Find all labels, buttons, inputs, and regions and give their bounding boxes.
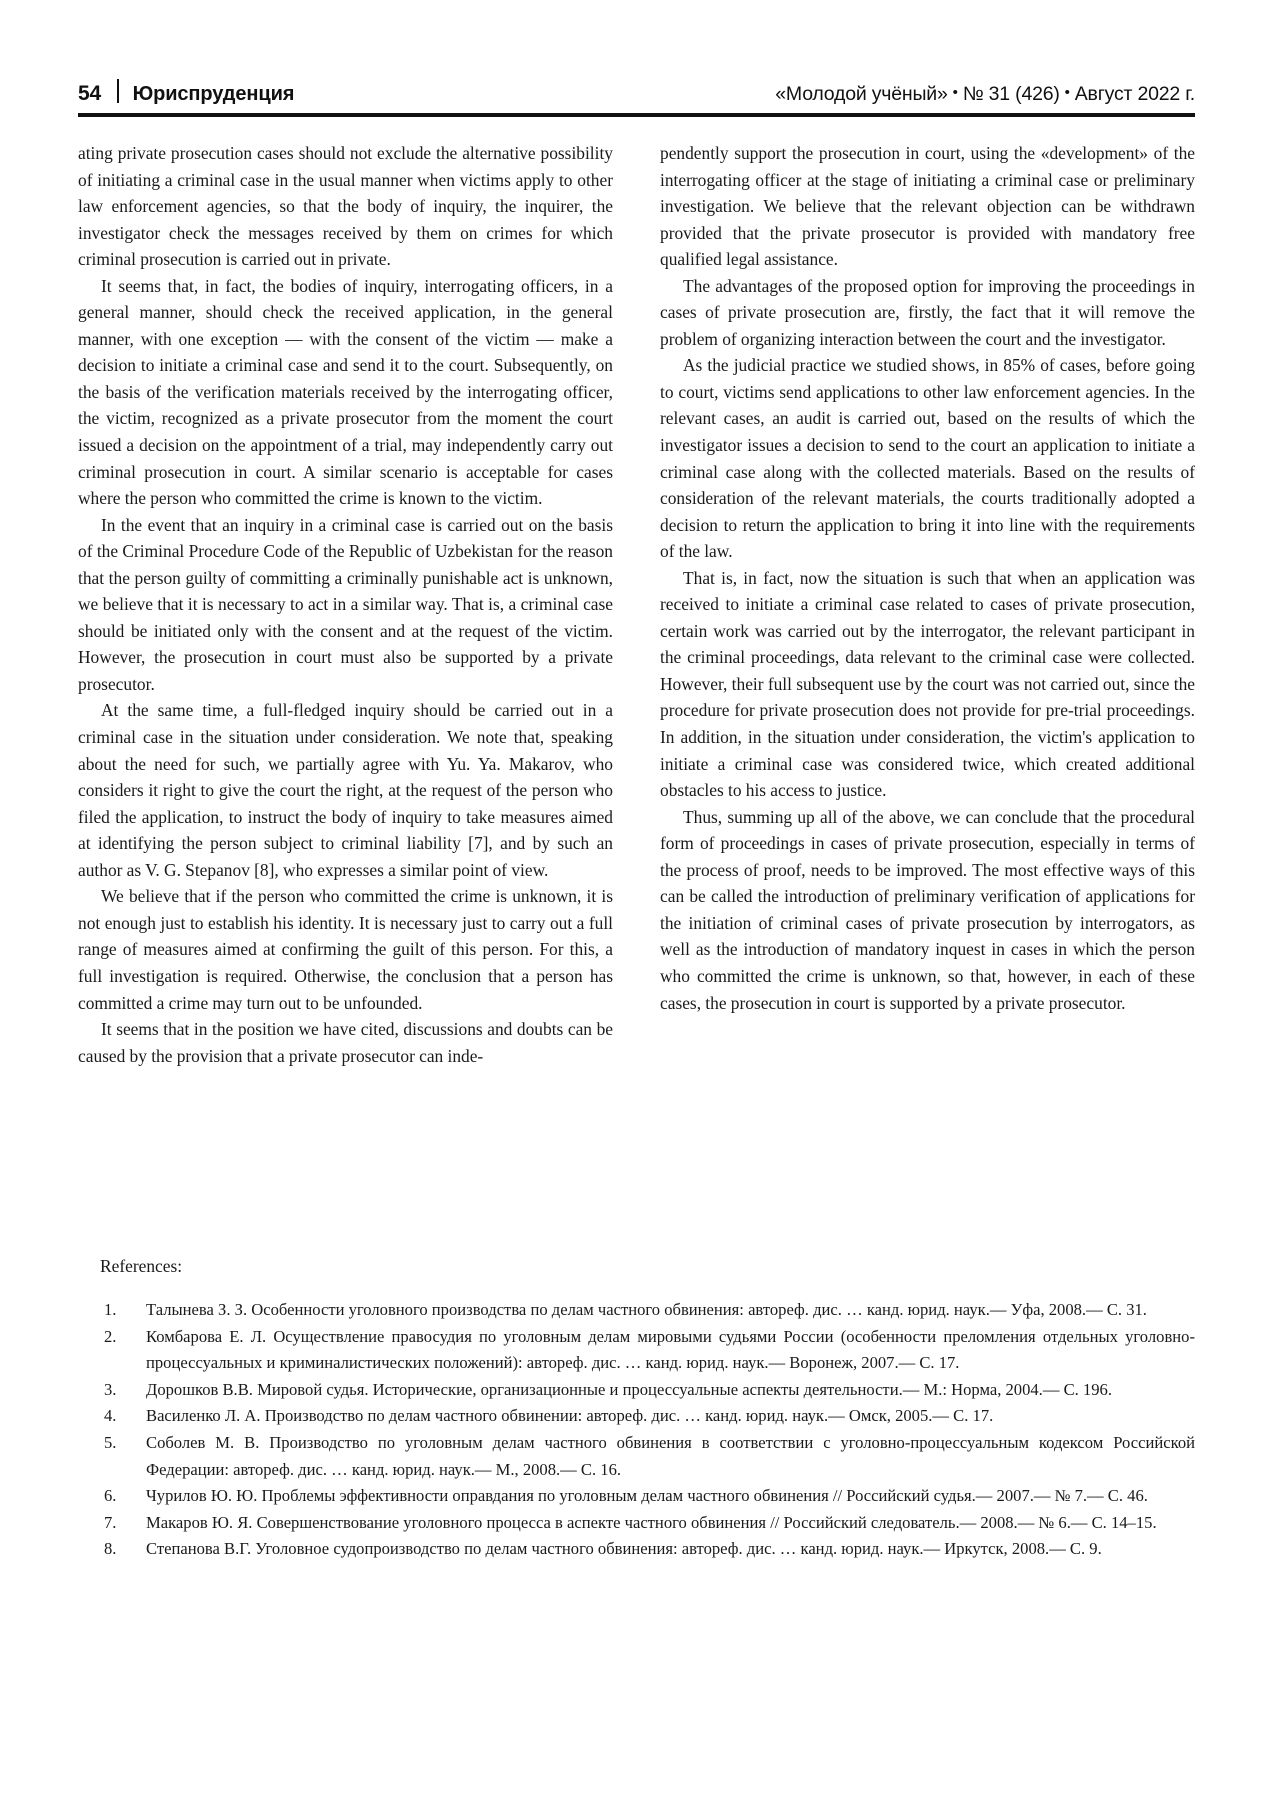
reference-text: Соболев М. В. Производство по уголовным делам частного обвинения в соответствии с уголовно-процессуальным кодексом Российской Федерации: автореф. дис. … канд. юрид. наук.— М., 2008.— С. 16. — [146, 1432, 1195, 1479]
running-head-left — [78, 76, 294, 106]
section-title: Юриспруденция — [132, 83, 295, 105]
reference-number: 6. — [104, 1486, 117, 1506]
reference-text: Дорошков В.В. Мировой судья. Исторические, организационные и процессуальные аспекты деятельности.— М.: Норма, 2004.— С. 196. — [146, 1379, 1112, 1399]
reference-number: 4. — [104, 1406, 117, 1426]
paragraph: It seems that, in fact, the bodies of inquiry, interrogating officers, in a general manner, should check the received application, in the general manner, with one exception — with the consent of the victim — make a decision to initiate a criminal case and send it to the court. Subsequently, on the basis of the verification materials received by the interrogating officer, the victim, recognized as a private prosecutor from the moment the court issued a decision on the appointment of a trial, may independently carry out criminal prosecution in court. A similar scenario is acceptable for cases where the person who committed the crime is known to the victim. — [78, 275, 613, 509]
paragraph: pendently support the prosecution in court, using the «development» of the interrogating officer at the stage of initiating a criminal case or preliminary investigation. We believe that the relevant objection can be withdrawn provided that the private prosecutor is provided with mandatory free qualified legal assistance. — [660, 143, 1195, 270]
reference-number: 3. — [104, 1379, 117, 1399]
vertical-divider — [117, 79, 119, 103]
paragraph: In the event that an inquiry in a criminal case is carried out on the basis of the Criminal Procedure Code of the Republic of Uzbekistan for the reason that the person guilty of committing a criminally punishable act is unknown, we believe that it is necessary to act in a similar way. That is, a criminal case should be initiated only with the consent and at the request of the victim. However, the prosecution in court must also be supported by a private prosecutor. — [78, 514, 613, 694]
reference-item — [100, 1297, 1195, 1324]
reference-text: Талынева З. З. Особенности уголовного производства по делам частного обвинения: автореф. дис. … канд. юрид. наук.— Уфа, 2008.— С. 31. — [146, 1300, 1147, 1319]
paragraph: ating private prosecution cases should not exclude the alternative possibility of initiating a criminal case in the usual manner when victims apply to other law enforcement agencies, so that the body of inquiry, the inquirer, the investigator check the messages received by them on crimes for which criminal prosecution is carried out in private. — [78, 143, 613, 270]
reference-item — [100, 1324, 1195, 1377]
reference-text: Макаров Ю. Я. Совершенствование уголовного процесса в аспекте частного обвинения // Российский следователь.— 2008.— № 6.— С. 14–15. — [146, 1512, 1157, 1532]
bullet-separator-2: • — [1064, 84, 1070, 101]
reference-number: 5. — [104, 1432, 117, 1452]
references-heading: References: — [100, 1256, 183, 1276]
issue-date-suffix: г. — [1185, 83, 1195, 105]
reference-text: Степанова В.Г. Уголовное судопроизводство по делам частного обвинения: автореф. дис. … канд. юрид. наук.— Иркутск, 2008.— С. 9. — [146, 1539, 1102, 1559]
issue-number: № 31 (426) — [962, 83, 1060, 105]
reference-number: 8. — [104, 1539, 117, 1559]
paragraph: We believe that if the person who committed the crime is unknown, it is not enough just to establish his identity. It is necessary just to carry out a full range of measures aimed at confirming the guilt of this person. For this, a full investigation is required. Otherwise, the conclusion that a person has committed a crime may turn out to be unfounded. — [78, 886, 613, 1013]
bullet-separator-1: • — [952, 84, 958, 101]
reference-item — [100, 1510, 1195, 1537]
paragraph: It seems that in the position we have cited, discussions and doubts can be caused by the provision that a private prosecutor can inde- — [78, 1019, 613, 1066]
reference-item — [100, 1377, 1195, 1404]
header-rule — [78, 113, 1195, 117]
paragraph: Thus, summing up all of the above, we can conclude that the procedural form of proceedings in cases of private prosecution, especially in terms of the process of proof, needs to be improved. The most effective ways of this can be called the introduction of preliminary verification of applications for the initiation of criminal cases of private prosecution by interrogators, as well as the introduction of mandatory inquest in cases in which the person who committed the crime is unknown, so that, however, in each of these cases, the prosecution in court is supported by a private prosecutor. — [660, 806, 1195, 1013]
references-list — [100, 1297, 1195, 1563]
running-head — [78, 66, 1195, 106]
reference-item — [100, 1483, 1195, 1510]
paragraph: The advantages of the proposed option for improving the proceedings in cases of private prosecution are, firstly, the fact that it will remove the problem of organizing interaction between the court and the investigator. — [660, 275, 1195, 349]
reference-number: 7. — [104, 1512, 117, 1532]
reference-text: Чурилов Ю. Ю. Проблемы эффективности оправдания по уголовным делам частного обвинения // Российский судья.— 2007.— № 7.— С. 46. — [146, 1486, 1148, 1506]
paragraph: As the judicial practice we studied shows, in 85% of cases, before going to court, victims send applications to other law enforcement agencies. In the relevant cases, an audit is carried out, based on the results of which the investigator issues a decision to send to the court an application to initiate a criminal case along with the collected materials. Based on the results of consideration of the relevant materials, the courts traditionally adopted a decision to return the application to bring it into line with the requirements of the law. — [660, 355, 1195, 562]
reference-item — [100, 1536, 1195, 1563]
paragraph: At the same time, a full-fledged inquiry should be carried out in a criminal case in the situation under consideration. We note that, speaking about the need for such, we partially agree with Yu. Ya. Makarov, who considers it right to give the court the right, at the request of the person who filed the application, to instruct the body of inquiry to take measures aimed at identifying the person subject to criminal liability [7], and by such an author as V. G. Stepanov [8], who expresses a similar point of view. — [78, 700, 613, 880]
journal-title: «Молодой учёный» — [775, 83, 948, 105]
reference-item — [100, 1403, 1195, 1430]
running-head-right — [775, 83, 1195, 106]
left-column — [78, 140, 613, 1069]
paragraph: That is, in fact, now the situation is such that when an application was received to initiate a criminal case related to cases of private prosecution, certain work was carried out by the interrogator, the relevant participant in the criminal proceedings, data relevant to the criminal case were collected. However, their full subsequent use by the court was not carried out, since the procedure for private prosecution does not provide for pre-trial proceedings. In addition, in the situation under consideration, the victim's application to initiate a criminal case was considered twice, which created additional obstacles to his access to justice. — [660, 567, 1195, 801]
reference-number: 1. — [104, 1300, 117, 1319]
page-number: 54 — [78, 82, 101, 105]
issue-date: Август 2022 — [1074, 83, 1181, 105]
reference-text: Василенко Л. А. Производство по делам частного обвинении: автореф. дис. … канд. юрид. наук.— Омск, 2005.— С. 17. — [146, 1406, 994, 1426]
right-column — [660, 140, 1195, 1069]
reference-text: Комбарова Е. Л. Осуществление правосудия по уголовным делам мировыми судьями России (особенности преломления отдельных уголовно-процессуальных и криминалистических положений): автореф. дис. … канд. юрид. наук.— Воронеж, 2007.— С. 17. — [146, 1326, 1195, 1373]
body-columns — [78, 140, 1195, 1069]
reference-number: 2. — [104, 1326, 117, 1346]
reference-item — [100, 1430, 1195, 1483]
